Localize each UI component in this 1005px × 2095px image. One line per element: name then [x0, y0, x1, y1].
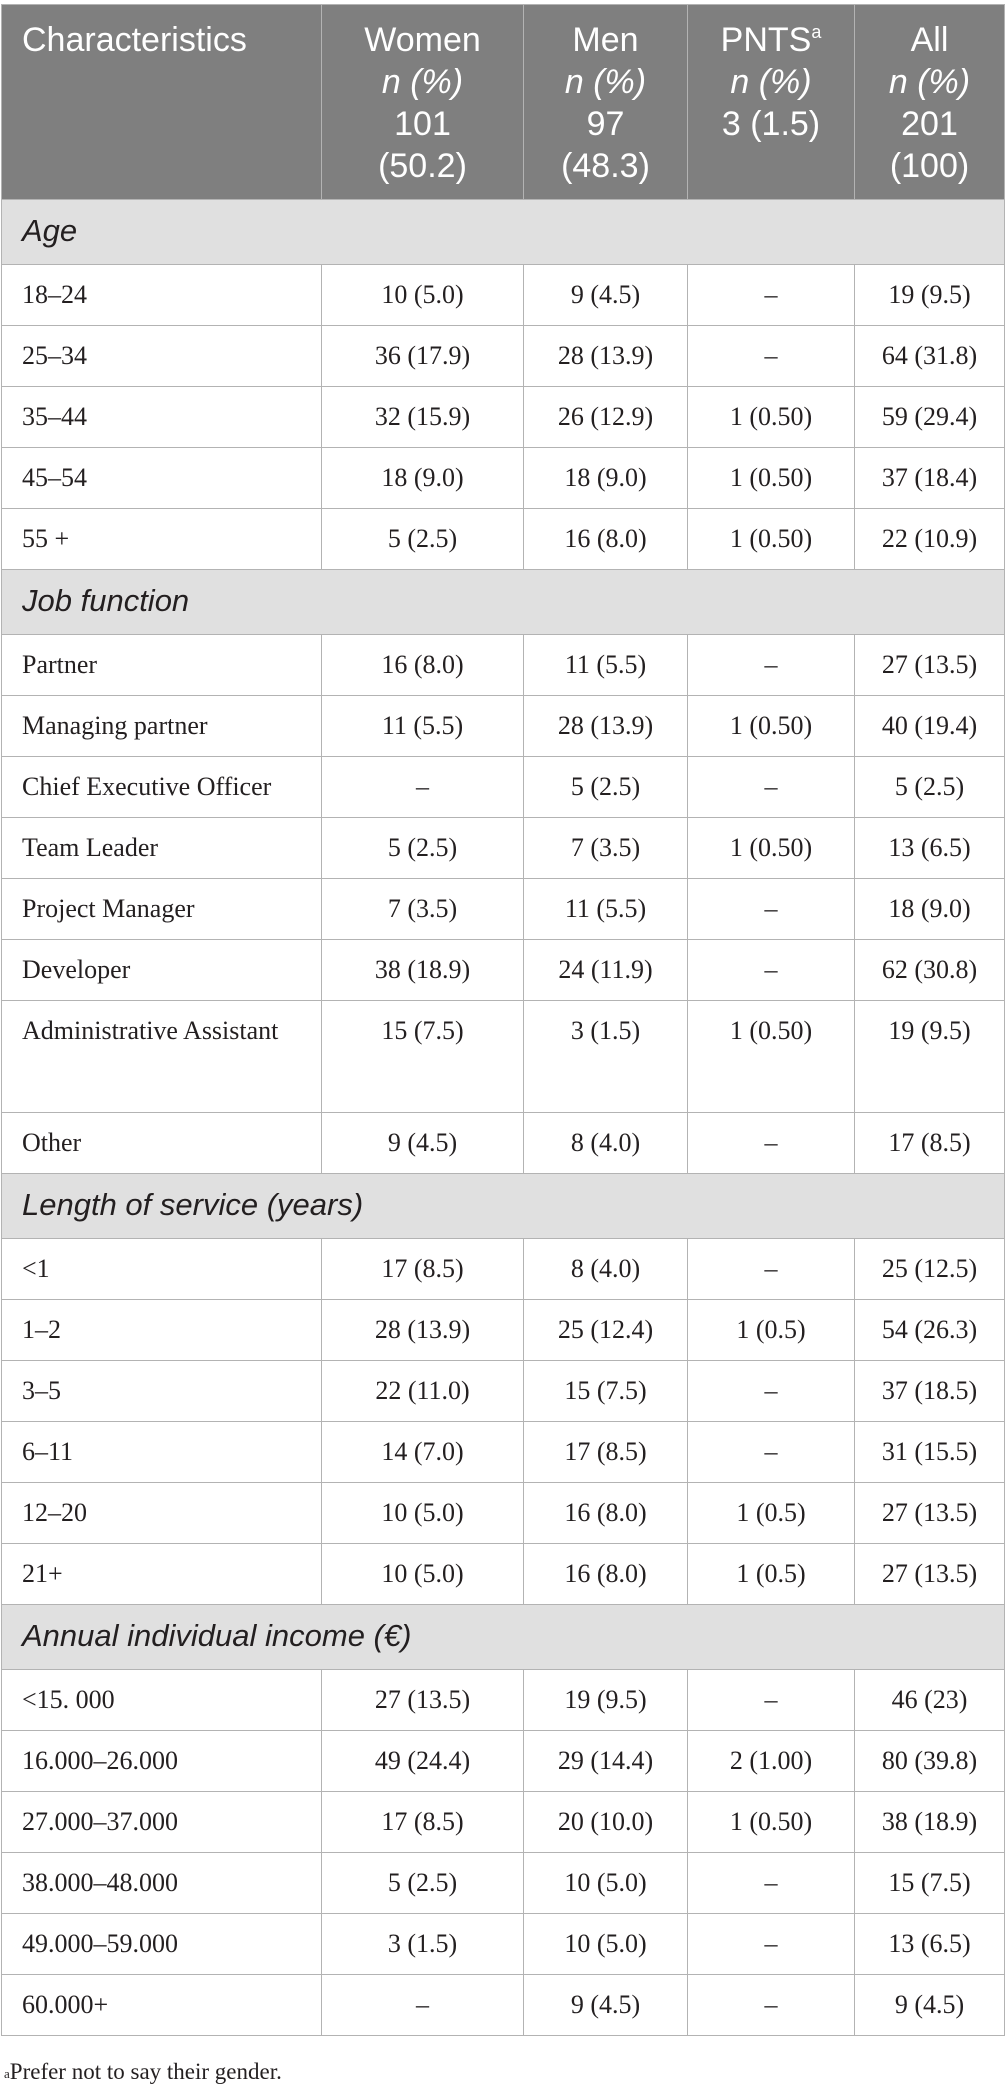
row-label: 3–5	[2, 1361, 322, 1422]
cell-pnts: 2 (1.00)	[688, 1731, 855, 1792]
cell-women: 14 (7.0)	[322, 1422, 524, 1483]
cell-men: 18 (9.0)	[524, 448, 688, 509]
cell-men: 20 (10.0)	[524, 1792, 688, 1853]
row-label: Other	[2, 1113, 322, 1174]
row-label: 16.000–26.000	[2, 1731, 322, 1792]
cell-men: 16 (8.0)	[524, 1544, 688, 1605]
cell-women: 3 (1.5)	[322, 1914, 524, 1975]
cell-pnts: 1 (0.50)	[688, 696, 855, 757]
table-row	[2, 1361, 1005, 1422]
cell-women: 7 (3.5)	[322, 879, 524, 940]
header-pnts: PNTS$^a$ n (%) 3 (1.5)	[688, 5, 855, 200]
cell-pnts: 1 (0.5)	[688, 1300, 855, 1361]
cell-women: –	[322, 757, 524, 818]
cell-women: 10 (5.0)	[322, 1483, 524, 1544]
table-row	[2, 1001, 1005, 1113]
cell-all: 64 (31.8)	[855, 326, 1005, 387]
cell-pnts: –	[688, 1975, 855, 2036]
row-label: 18–24	[2, 265, 322, 326]
table-row	[2, 387, 1005, 448]
table-row	[2, 1914, 1005, 1975]
cell-all: 37 (18.5)	[855, 1361, 1005, 1422]
cell-all: 31 (15.5)	[855, 1422, 1005, 1483]
table-row	[2, 1731, 1005, 1792]
cell-all: 15 (7.5)	[855, 1853, 1005, 1914]
cell-all: 5 (2.5)	[855, 757, 1005, 818]
row-label: 35–44	[2, 387, 322, 448]
cell-women: 10 (5.0)	[322, 1544, 524, 1605]
cell-women: 11 (5.5)	[322, 696, 524, 757]
cell-women: 9 (4.5)	[322, 1113, 524, 1174]
cell-pnts: –	[688, 1853, 855, 1914]
cell-all: 27 (13.5)	[855, 1544, 1005, 1605]
cell-all: 19 (9.5)	[855, 1001, 1005, 1113]
cell-women: 38 (18.9)	[322, 940, 524, 1001]
cell-men: 17 (8.5)	[524, 1422, 688, 1483]
table-header-row	[2, 5, 1005, 200]
cell-pnts: –	[688, 635, 855, 696]
cell-men: 25 (12.4)	[524, 1300, 688, 1361]
footnote-marker: a	[811, 22, 822, 42]
row-label: <15. 000	[2, 1670, 322, 1731]
cell-women: 5 (2.5)	[322, 1853, 524, 1914]
cell-men: 7 (3.5)	[524, 818, 688, 879]
cell-men: 28 (13.9)	[524, 696, 688, 757]
table-row	[2, 1113, 1005, 1174]
row-label: Partner	[2, 635, 322, 696]
cell-all: 46 (23)	[855, 1670, 1005, 1731]
row-label: 27.000–37.000	[2, 1792, 322, 1853]
row-label: Developer	[2, 940, 322, 1001]
table-row	[2, 1853, 1005, 1914]
cell-all: 38 (18.9)	[855, 1792, 1005, 1853]
cell-men: 3 (1.5)	[524, 1001, 688, 1113]
table-row	[2, 1670, 1005, 1731]
section-title: Age	[2, 200, 1005, 265]
header-men: Men n (%) 97 (48.3)	[524, 5, 688, 200]
cell-women: 5 (2.5)	[322, 818, 524, 879]
table-footnote	[4, 2058, 282, 2086]
table-row	[2, 265, 1005, 326]
row-label: Project Manager	[2, 879, 322, 940]
table-row	[2, 326, 1005, 387]
cell-pnts: 1 (0.50)	[688, 1792, 855, 1853]
cell-men: 24 (11.9)	[524, 940, 688, 1001]
cell-women: 32 (15.9)	[322, 387, 524, 448]
row-label: Chief Executive Officer	[2, 757, 322, 818]
row-label: 1–2	[2, 1300, 322, 1361]
row-label: 45–54	[2, 448, 322, 509]
row-label: Team Leader	[2, 818, 322, 879]
demographics-table	[1, 4, 1005, 2036]
cell-all: 19 (9.5)	[855, 265, 1005, 326]
cell-women: 28 (13.9)	[322, 1300, 524, 1361]
footnote-text: Prefer not to say their gender.	[9, 2059, 282, 2084]
cell-men: 15 (7.5)	[524, 1361, 688, 1422]
cell-men: 8 (4.0)	[524, 1113, 688, 1174]
cell-women: 18 (9.0)	[322, 448, 524, 509]
cell-women: 10 (5.0)	[322, 265, 524, 326]
cell-pnts: 1 (0.5)	[688, 1483, 855, 1544]
cell-men: 28 (13.9)	[524, 326, 688, 387]
cell-pnts: –	[688, 1422, 855, 1483]
cell-all: 9 (4.5)	[855, 1975, 1005, 2036]
cell-women: 36 (17.9)	[322, 326, 524, 387]
section-title: Length of service (years)	[2, 1174, 1005, 1239]
cell-all: 17 (8.5)	[855, 1113, 1005, 1174]
cell-men: 5 (2.5)	[524, 757, 688, 818]
table-row	[2, 1239, 1005, 1300]
cell-pnts: –	[688, 1670, 855, 1731]
cell-all: 80 (39.8)	[855, 1731, 1005, 1792]
cell-men: 16 (8.0)	[524, 509, 688, 570]
header-characteristics: Characteristics	[2, 5, 322, 200]
table-row	[2, 757, 1005, 818]
table-row	[2, 448, 1005, 509]
cell-all: 13 (6.5)	[855, 818, 1005, 879]
table-row	[2, 940, 1005, 1001]
cell-pnts: 1 (0.5)	[688, 1544, 855, 1605]
table-row	[2, 635, 1005, 696]
cell-men: 19 (9.5)	[524, 1670, 688, 1731]
section-header-row	[2, 1605, 1005, 1670]
cell-women: 16 (8.0)	[322, 635, 524, 696]
cell-pnts: –	[688, 757, 855, 818]
cell-pnts: –	[688, 326, 855, 387]
cell-all: 25 (12.5)	[855, 1239, 1005, 1300]
cell-pnts: –	[688, 265, 855, 326]
row-label: 6–11	[2, 1422, 322, 1483]
table-row	[2, 509, 1005, 570]
cell-all: 54 (26.3)	[855, 1300, 1005, 1361]
section-header-row	[2, 1174, 1005, 1239]
cell-pnts: –	[688, 1914, 855, 1975]
row-label: <1	[2, 1239, 322, 1300]
cell-pnts: –	[688, 940, 855, 1001]
cell-women: 17 (8.5)	[322, 1792, 524, 1853]
row-label: 25–34	[2, 326, 322, 387]
cell-men: 16 (8.0)	[524, 1483, 688, 1544]
row-label: 38.000–48.000	[2, 1853, 322, 1914]
section-title: Job function	[2, 570, 1005, 635]
cell-all: 27 (13.5)	[855, 635, 1005, 696]
cell-men: 8 (4.0)	[524, 1239, 688, 1300]
cell-men: 11 (5.5)	[524, 879, 688, 940]
cell-women: 17 (8.5)	[322, 1239, 524, 1300]
section-header-row	[2, 570, 1005, 635]
cell-all: 13 (6.5)	[855, 1914, 1005, 1975]
cell-all: 37 (18.4)	[855, 448, 1005, 509]
cell-women: 49 (24.4)	[322, 1731, 524, 1792]
cell-men: 9 (4.5)	[524, 1975, 688, 2036]
table-row	[2, 696, 1005, 757]
cell-pnts: 1 (0.50)	[688, 448, 855, 509]
table-row	[2, 1544, 1005, 1605]
cell-all: 18 (9.0)	[855, 879, 1005, 940]
cell-men: 9 (4.5)	[524, 265, 688, 326]
cell-pnts: 1 (0.50)	[688, 387, 855, 448]
cell-pnts: 1 (0.50)	[688, 509, 855, 570]
table-row	[2, 1792, 1005, 1853]
row-label: 55 +	[2, 509, 322, 570]
row-label: 49.000–59.000	[2, 1914, 322, 1975]
cell-men: 10 (5.0)	[524, 1914, 688, 1975]
table-row	[2, 879, 1005, 940]
table-row	[2, 1422, 1005, 1483]
cell-pnts: –	[688, 1113, 855, 1174]
section-title: Annual individual income (€)	[2, 1605, 1005, 1670]
table-row	[2, 1300, 1005, 1361]
table-row	[2, 1975, 1005, 2036]
row-label: 12–20	[2, 1483, 322, 1544]
cell-women: 27 (13.5)	[322, 1670, 524, 1731]
cell-pnts: 1 (0.50)	[688, 1001, 855, 1113]
row-label: Managing partner	[2, 696, 322, 757]
cell-women: 5 (2.5)	[322, 509, 524, 570]
cell-all: 22 (10.9)	[855, 509, 1005, 570]
cell-women: 22 (11.0)	[322, 1361, 524, 1422]
cell-women: –	[322, 1975, 524, 2036]
cell-pnts: 1 (0.50)	[688, 818, 855, 879]
header-women: Women n (%) 101 (50.2)	[322, 5, 524, 200]
cell-men: 29 (14.4)	[524, 1731, 688, 1792]
cell-men: 10 (5.0)	[524, 1853, 688, 1914]
header-all: All n (%) 201 (100)	[855, 5, 1005, 200]
cell-women: 15 (7.5)	[322, 1001, 524, 1113]
cell-all: 62 (30.8)	[855, 940, 1005, 1001]
table-row	[2, 818, 1005, 879]
table-row	[2, 1483, 1005, 1544]
section-header-row	[2, 200, 1005, 265]
cell-all: 40 (19.4)	[855, 696, 1005, 757]
cell-pnts: –	[688, 1239, 855, 1300]
cell-pnts: –	[688, 1361, 855, 1422]
row-label: 21+	[2, 1544, 322, 1605]
row-label: Administrative Assistant	[2, 1001, 322, 1113]
row-label: 60.000+	[2, 1975, 322, 2036]
cell-men: 11 (5.5)	[524, 635, 688, 696]
cell-men: 26 (12.9)	[524, 387, 688, 448]
cell-pnts: –	[688, 879, 855, 940]
cell-all: 27 (13.5)	[855, 1483, 1005, 1544]
cell-all: 59 (29.4)	[855, 387, 1005, 448]
footnote-marker: a	[4, 2066, 10, 2081]
